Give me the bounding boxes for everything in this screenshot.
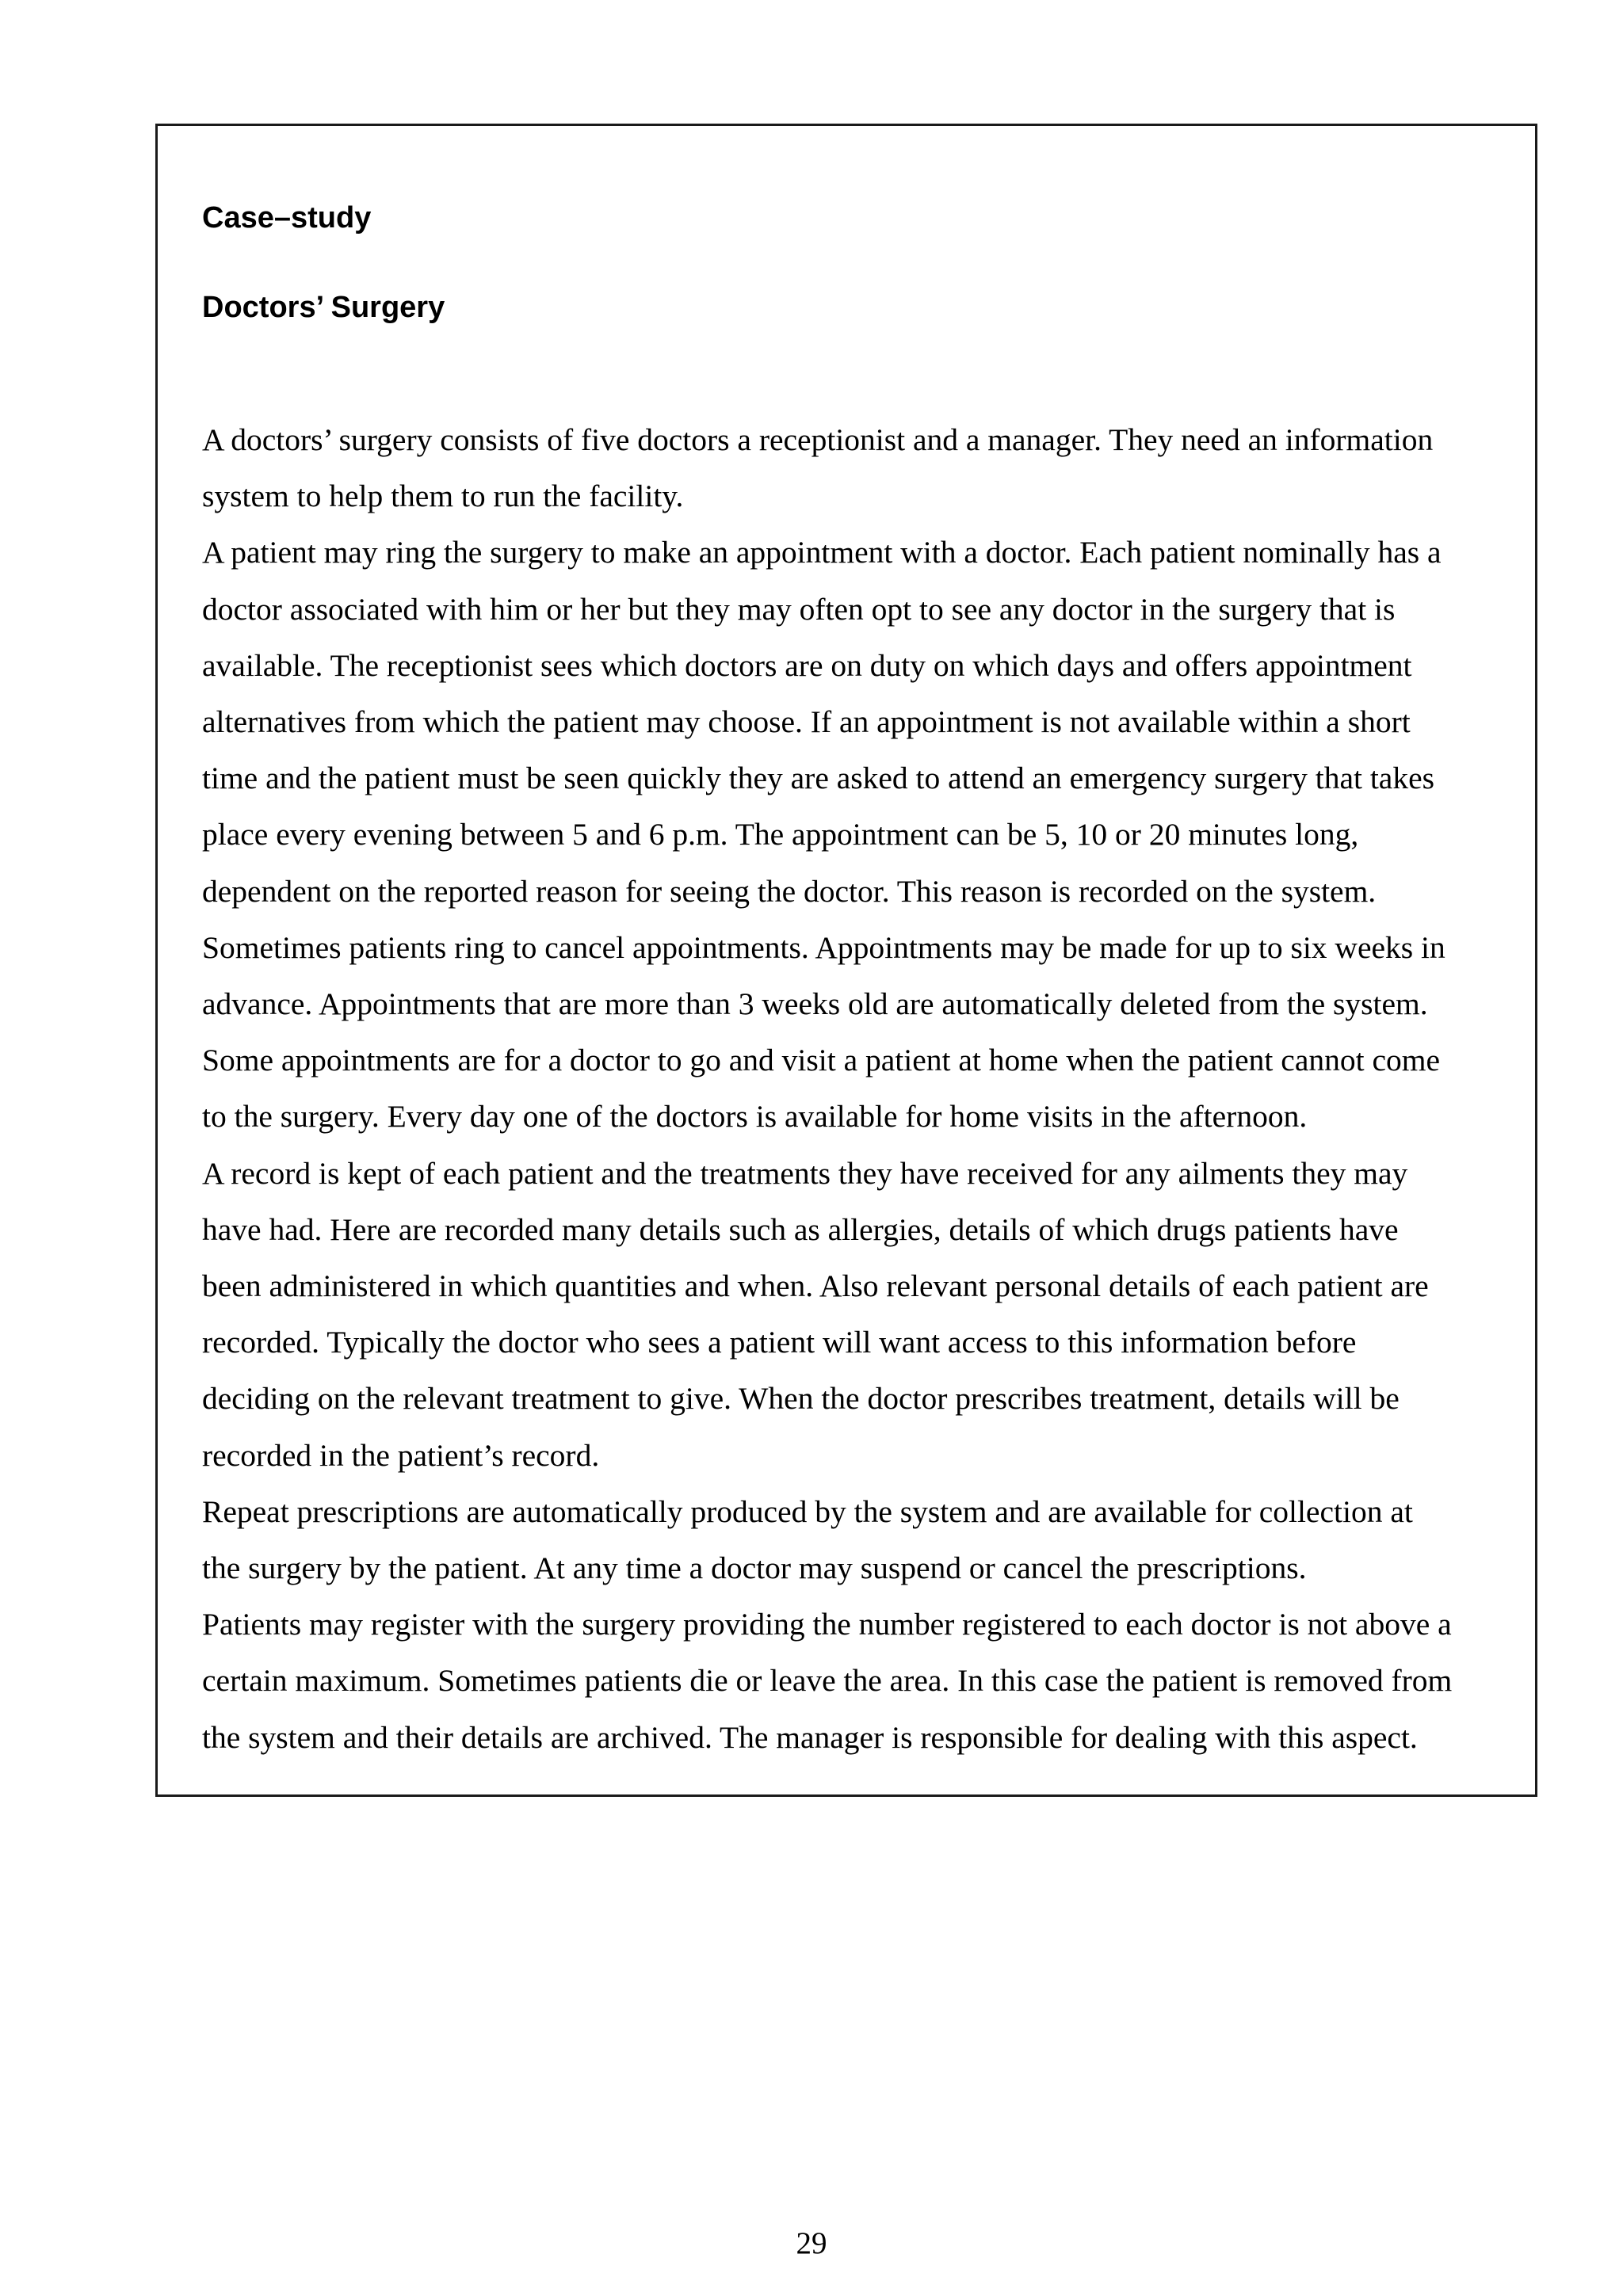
case-study-title: Doctors’ Surgery [202, 291, 445, 324]
case-study-body [202, 412, 1533, 1766]
body-line: A doctors’ surgery consists of five doctors a receptionist and a manager. They need an information [202, 422, 1434, 457]
body-line: deciding on the relevant treatment to give. When the doctor prescribes treatment, details will be [202, 1381, 1400, 1417]
body-line: place every evening between 5 and 6 p.m. The appointment can be 5, 10 or 20 minutes long, [202, 817, 1359, 852]
body-line: the system and their details are archived. The manager is responsible for dealing with this aspect. [202, 1719, 1418, 1755]
body-line: time and the patient must be seen quickly they are asked to attend an emergency surgery that takes [202, 761, 1434, 796]
body-line: recorded in the patient’s record. [202, 1437, 600, 1473]
case-study-box [155, 124, 1537, 1797]
body-line: A record is kept of each patient and the treatments they have received for any ailments they may [202, 1155, 1408, 1191]
body-line: available. The receptionist sees which doctors are on duty on which days and offers appointment [202, 647, 1412, 683]
body-line: Repeat prescriptions are automatically produced by the system and are available for collection at [202, 1493, 1413, 1529]
body-line: certain maximum. Sometimes patients die or leave the area. In this case the patient is removed from [202, 1663, 1453, 1699]
body-line: Sometimes patients ring to cancel appointments. Appointments may be made for up to six weeks in [202, 929, 1445, 965]
body-line: the surgery by the patient. At any time a doctor may suspend or cancel the prescriptions. [202, 1550, 1307, 1586]
body-line: Some appointments are for a doctor to go and visit a patient at home when the patient cannot come [202, 1043, 1440, 1078]
body-line: dependent on the reported reason for seeing the doctor. This reason is recorded on the system. [202, 873, 1377, 909]
body-line: system to help them to run the facility. [202, 479, 684, 514]
page-number: 29 [796, 2226, 827, 2260]
body-line: been administered in which quantities and when. Also relevant personal details of each patient are [202, 1268, 1429, 1304]
case-study-label: Case–study [202, 201, 372, 235]
body-line: alternatives from which the patient may choose. If an appointment is not available within a short [202, 704, 1411, 740]
body-line: doctor associated with him or her but they may often opt to see any doctor in the surgery that is [202, 591, 1396, 627]
body-line: A patient may ring the surgery to make an appointment with a doctor. Each patient nominally has a [202, 535, 1442, 570]
body-line: Patients may register with the surgery providing the number registered to each doctor is not above a [202, 1607, 1452, 1642]
body-line: advance. Appointments that are more than 3 weeks old are automatically deleted from the system. [202, 986, 1428, 1022]
body-line: have had. Here are recorded many details such as allergies, details of which drugs patients have [202, 1211, 1399, 1247]
body-line: recorded. Typically the doctor who sees a patient will want access to this information before [202, 1325, 1357, 1360]
body-line: to the surgery. Every day one of the doctors is available for home visits in the afternoon. [202, 1099, 1308, 1135]
